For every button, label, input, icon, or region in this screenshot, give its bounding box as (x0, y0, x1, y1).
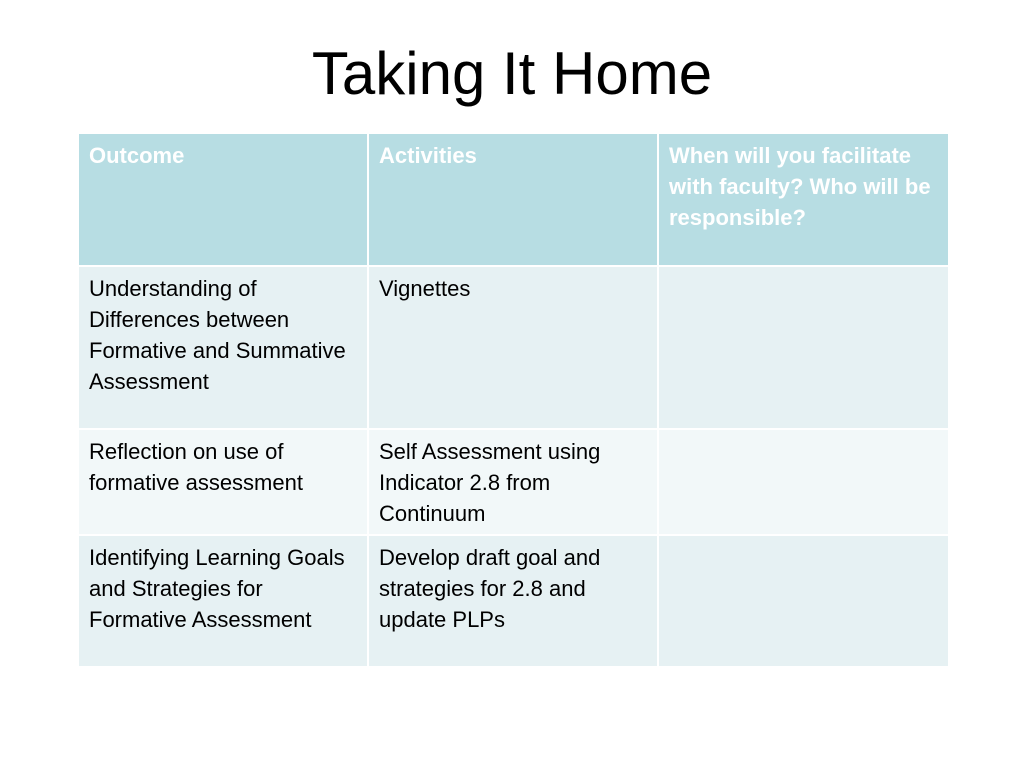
slide-title: Taking It Home (311, 40, 713, 107)
cell-when-who (658, 266, 949, 429)
planning-table (77, 132, 950, 668)
header-when-who: When will you facilitate with faculty? Who will be responsible? (658, 133, 949, 266)
cell-outcome: Reflection on use of formative assessment (78, 429, 368, 535)
header-outcome: Outcome (78, 133, 368, 266)
cell-outcome: Identifying Learning Goals and Strategies for Formative Assessment (78, 535, 368, 667)
cell-when-who (658, 535, 949, 667)
cell-activities: Self Assessment using Indicator 2.8 from Continuum (368, 429, 658, 535)
table-header-row (78, 133, 949, 266)
table-row (78, 266, 949, 429)
cell-when-who (658, 429, 949, 535)
table-row (78, 429, 949, 535)
header-activities: Activities (368, 133, 658, 266)
cell-activities: Develop draft goal and strategies for 2.8 and update PLPs (368, 535, 658, 667)
cell-activities: Vignettes (368, 266, 658, 429)
table-row (78, 535, 949, 667)
cell-outcome: Understanding of Differences between Formative and Summative Assessment (78, 266, 368, 429)
